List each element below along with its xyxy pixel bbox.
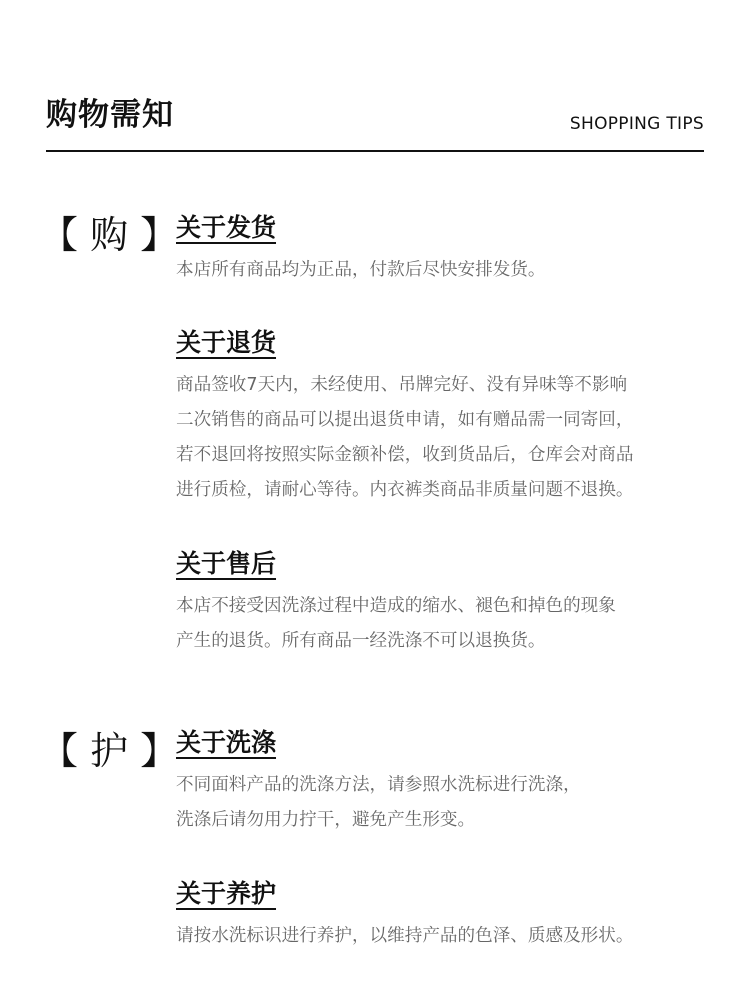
info-block-washing [176,726,716,838]
info-text: 本店所有商品均为正品，付款后尽快安排发货。 [176,260,546,280]
info-text: 不同面料产品的洗涤方法，请参照水洗标进行洗涤， 洗涤后请勿用力拧干，避免产生形变。 [176,775,581,830]
page-subtitle: SHOPPING TIPS [569,114,704,134]
info-block-maintenance [176,877,716,954]
info-block-returns [176,326,716,508]
section-label-purchase: 【 购 】 [40,213,179,257]
info-block-after-sales [176,547,716,659]
info-text: 商品签收7天内，未经使用、吊牌完好、没有异味等不影响 二次销售的商品可以提出退货申请，如有赠品需一同寄回， 若不退回将按照实际金额补偿，收到货品后，仓库会对商品 进行质检，请耐心等待。内衣裤类商品非质量问题不退换。 [176,375,634,500]
header-divider [46,150,704,152]
info-text: 本店不接受因洗涤过程中造成的缩水、褪色和掉色的现象 产生的退货。所有商品一经洗涤不可以退换货。 [176,596,616,651]
info-title: 关于退货 [176,328,277,357]
info-block-shipping [176,211,716,288]
info-title: 关于发货 [176,213,277,242]
info-title: 关于洗涤 [176,728,277,757]
page-title: 购物需知 [46,97,174,133]
info-title: 关于售后 [176,549,277,578]
section-label-care: 【 护 】 [40,729,179,773]
info-title: 关于养护 [176,879,277,908]
info-text: 请按水洗标识进行养护，以维持产品的色泽、质感及形状。 [176,926,634,946]
